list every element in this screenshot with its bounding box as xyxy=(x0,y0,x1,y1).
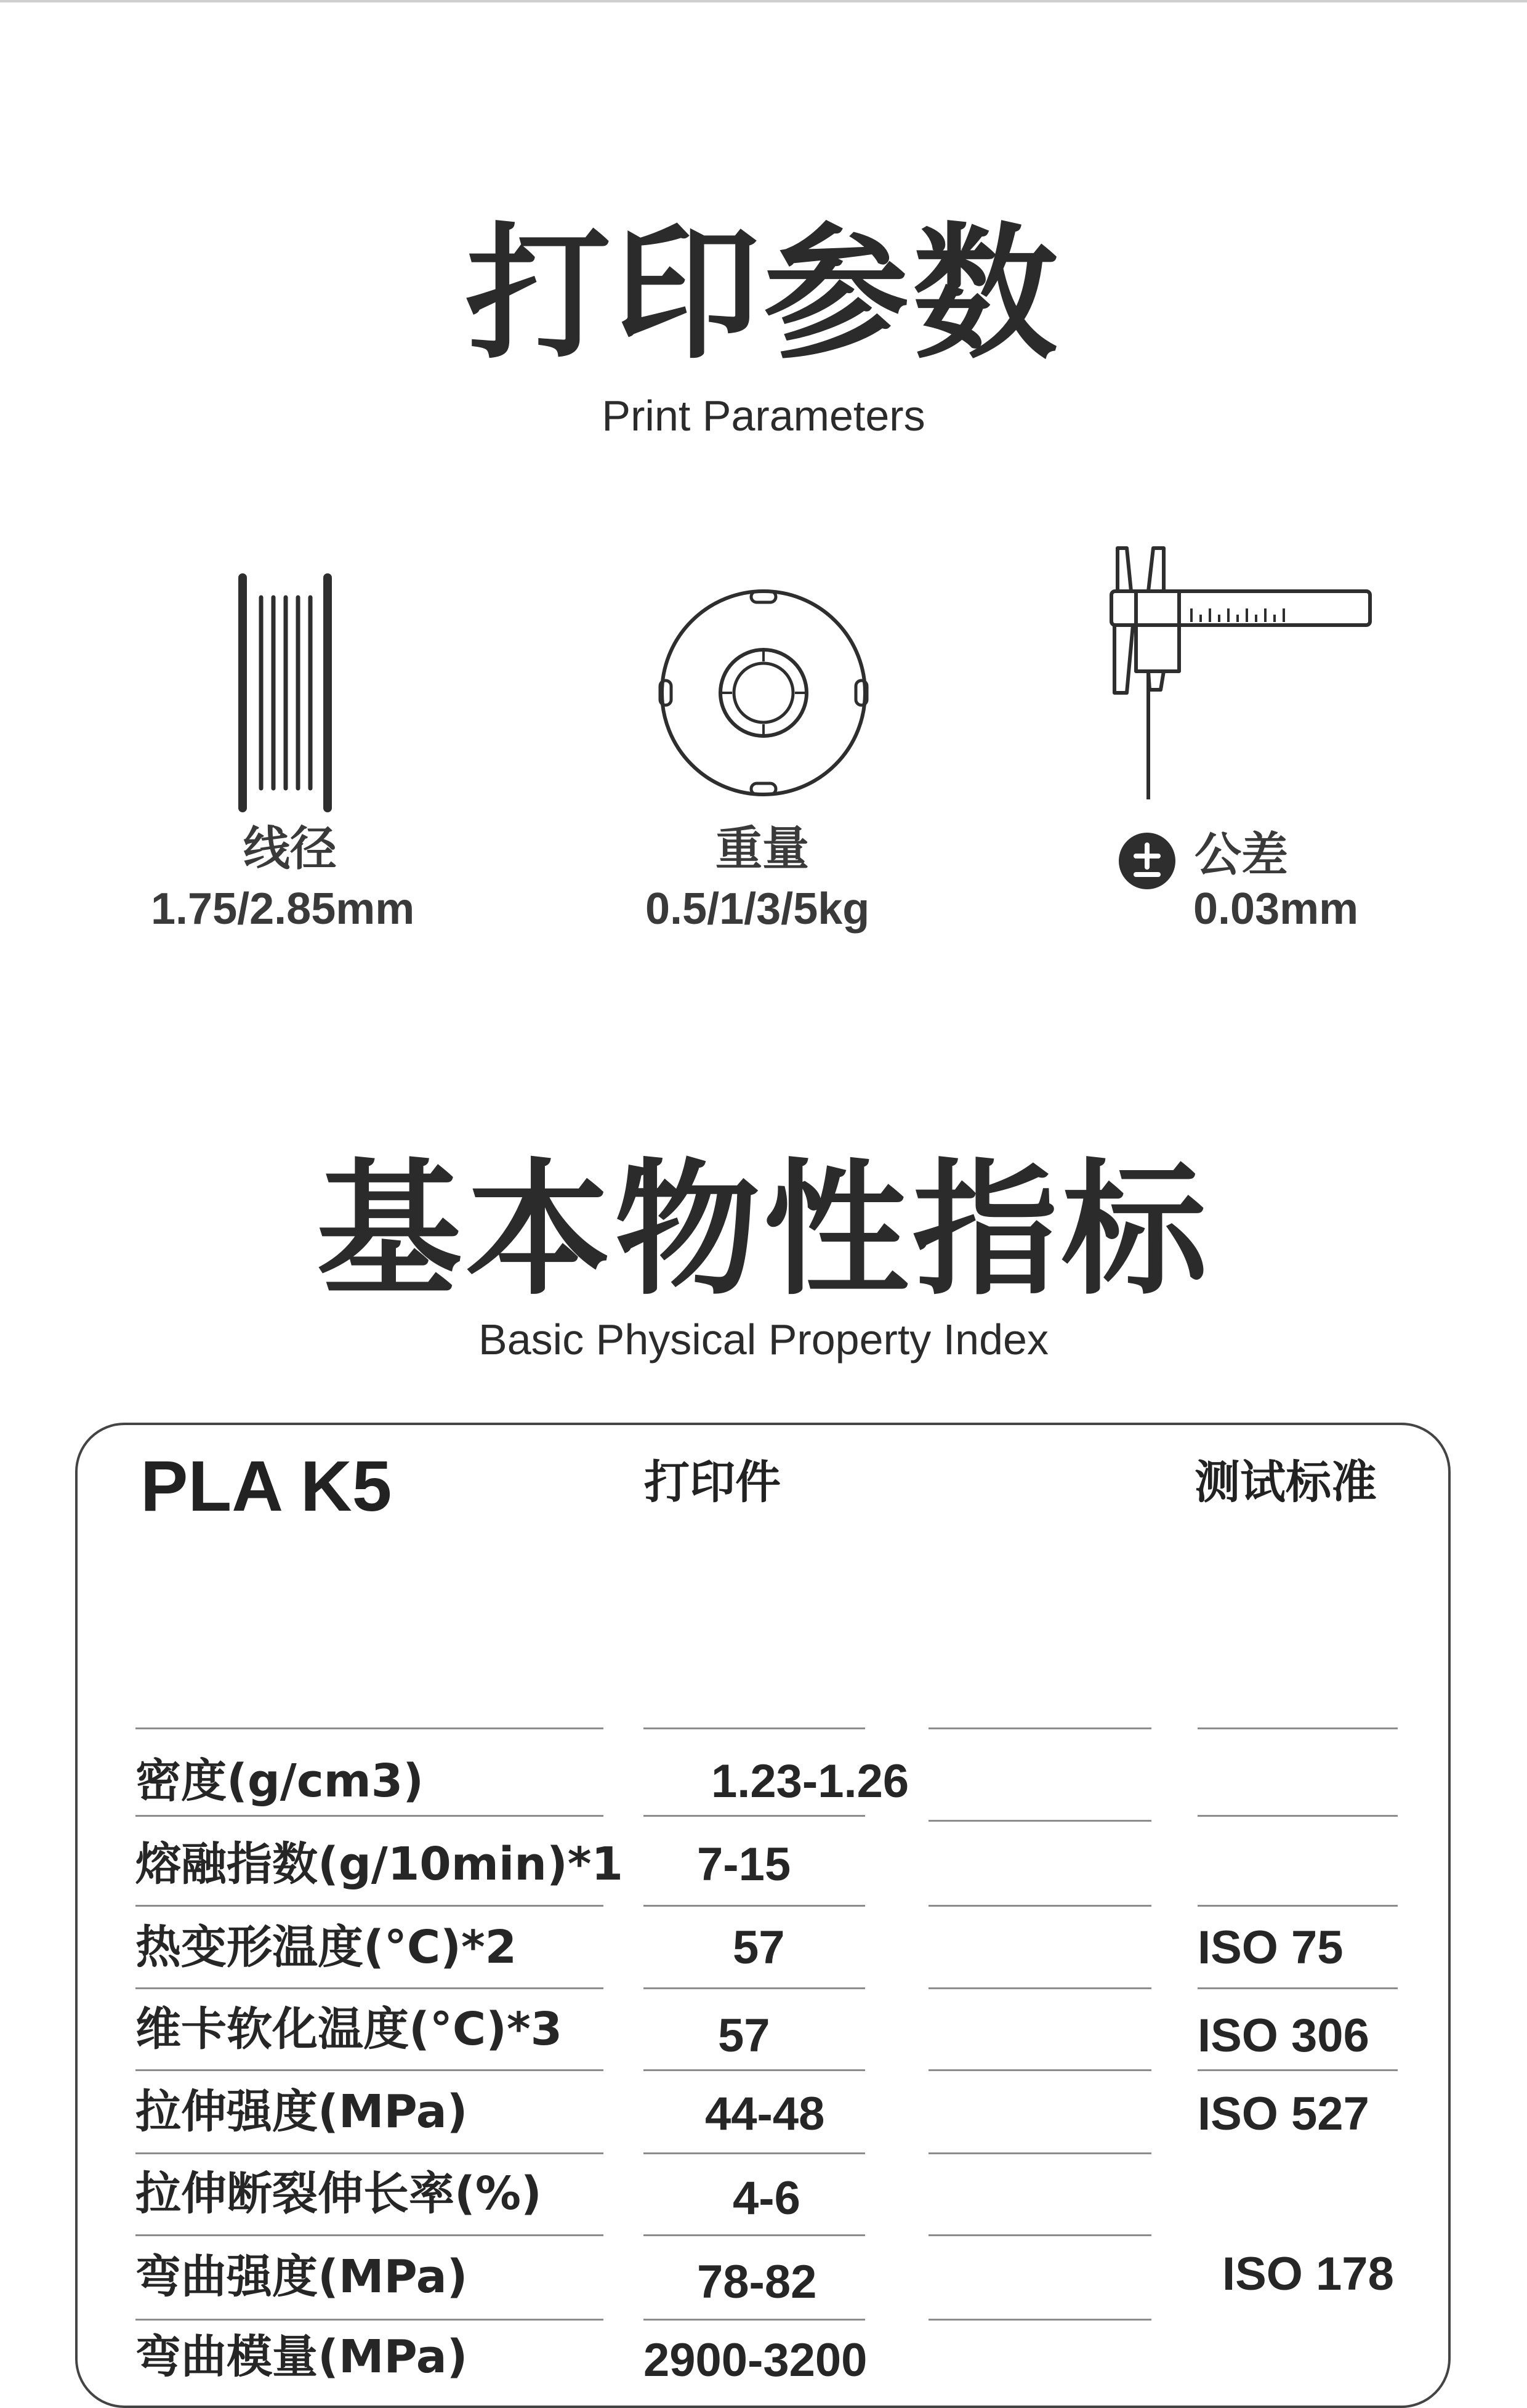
table-row-divider xyxy=(1198,1987,1398,1989)
property-title-en: Basic Physical Property Index xyxy=(478,1315,1049,1364)
table-row-divider xyxy=(1198,1905,1398,1907)
table-row-divider xyxy=(135,2152,603,2154)
table-row-divider xyxy=(929,2234,1151,2236)
table-row-standard: ISO 306 xyxy=(1198,2010,1369,2062)
param-value-weight: 0.5/1/3/5kg xyxy=(645,884,870,934)
table-row-value: 57 xyxy=(718,2010,770,2062)
spool-icon xyxy=(653,585,874,801)
table-row-divider xyxy=(1198,1815,1398,1817)
param-value-diameter: 1.75/2.85mm xyxy=(151,884,415,934)
table-row-label: 弯曲模量(MPa) xyxy=(135,2330,468,2383)
table-row-divider xyxy=(643,1987,865,1989)
table-row-label: 热变形温度(°C)*2 xyxy=(135,1921,517,1974)
table-row-value: 44-48 xyxy=(705,2088,825,2140)
table-row-label: 拉伸断裂伸长率(%) xyxy=(135,2167,542,2220)
table-row-divider xyxy=(135,2319,603,2321)
table-row-value: 2900-3200 xyxy=(643,2334,868,2386)
table-row-divider xyxy=(929,1727,1151,1729)
table-row-value: 78-82 xyxy=(697,2256,817,2308)
table-row-divider xyxy=(643,2152,865,2154)
table-row-divider xyxy=(135,2234,603,2236)
print-params-title-en: Print Parameters xyxy=(602,392,925,440)
table-row-divider xyxy=(135,1987,603,1989)
table-row-divider xyxy=(643,2319,865,2321)
table-header-standard: 测试标准 xyxy=(1195,1456,1377,1509)
caliper-icon xyxy=(1105,542,1376,801)
table-row-label: 维卡软化温度(°C)*3 xyxy=(135,2003,563,2056)
table-row-divider xyxy=(929,1820,1151,1822)
table-row-value: 57 xyxy=(733,1921,785,1974)
table-row-divider xyxy=(929,1987,1151,1989)
table-row-standard: ISO 178 xyxy=(1222,2248,1394,2300)
top-divider xyxy=(0,0,1527,2)
table-row-divider xyxy=(135,1815,603,1817)
table-row-divider xyxy=(643,2234,865,2236)
table-row-label: 拉伸强度(MPa) xyxy=(135,2085,468,2138)
table-row-divider xyxy=(1198,1727,1398,1729)
table-row-divider xyxy=(1198,2069,1398,2071)
table-row-standard: ISO 527 xyxy=(1198,2088,1369,2140)
table-row-value: 4-6 xyxy=(733,2172,800,2224)
param-label-diameter: 线径 xyxy=(243,821,337,876)
table-row-divider xyxy=(643,1905,865,1907)
plus-minus-icon xyxy=(1118,831,1177,891)
param-label-tolerance: 公差 xyxy=(1195,827,1288,882)
print-params-title-cn: 打印参数 xyxy=(465,209,1062,379)
property-title-cn: 基本物性指标 xyxy=(316,1145,1211,1315)
param-value-tolerance: 0.03mm xyxy=(1193,884,1359,934)
table-row-label: 熔融指数(g/10min)*1 xyxy=(135,1838,623,1891)
table-row-divider xyxy=(929,2319,1151,2321)
table-product-name: PLA K5 xyxy=(140,1446,392,1526)
table-row-divider xyxy=(643,1727,865,1729)
param-label-weight: 重量 xyxy=(715,821,809,876)
table-row-divider xyxy=(929,2069,1151,2071)
table-row-label: 密度(g/cm3) xyxy=(135,1755,424,1808)
table-row-divider xyxy=(643,2069,865,2071)
table-row-divider xyxy=(135,1905,603,1907)
table-row-value: 1.23-1.26 xyxy=(711,1755,909,1808)
table-row-divider xyxy=(643,1815,865,1817)
table-row-value: 7-15 xyxy=(697,1838,791,1891)
table-row-divider xyxy=(929,1905,1151,1907)
table-header-printed: 打印件 xyxy=(644,1456,781,1509)
table-row-divider xyxy=(135,2069,603,2071)
table-row-label: 弯曲强度(MPa) xyxy=(135,2250,468,2303)
table-row-divider xyxy=(135,1727,603,1729)
filament-lines-icon xyxy=(234,573,339,813)
table-row-standard: ISO 75 xyxy=(1198,1921,1344,1974)
table-row-divider xyxy=(929,2152,1151,2154)
